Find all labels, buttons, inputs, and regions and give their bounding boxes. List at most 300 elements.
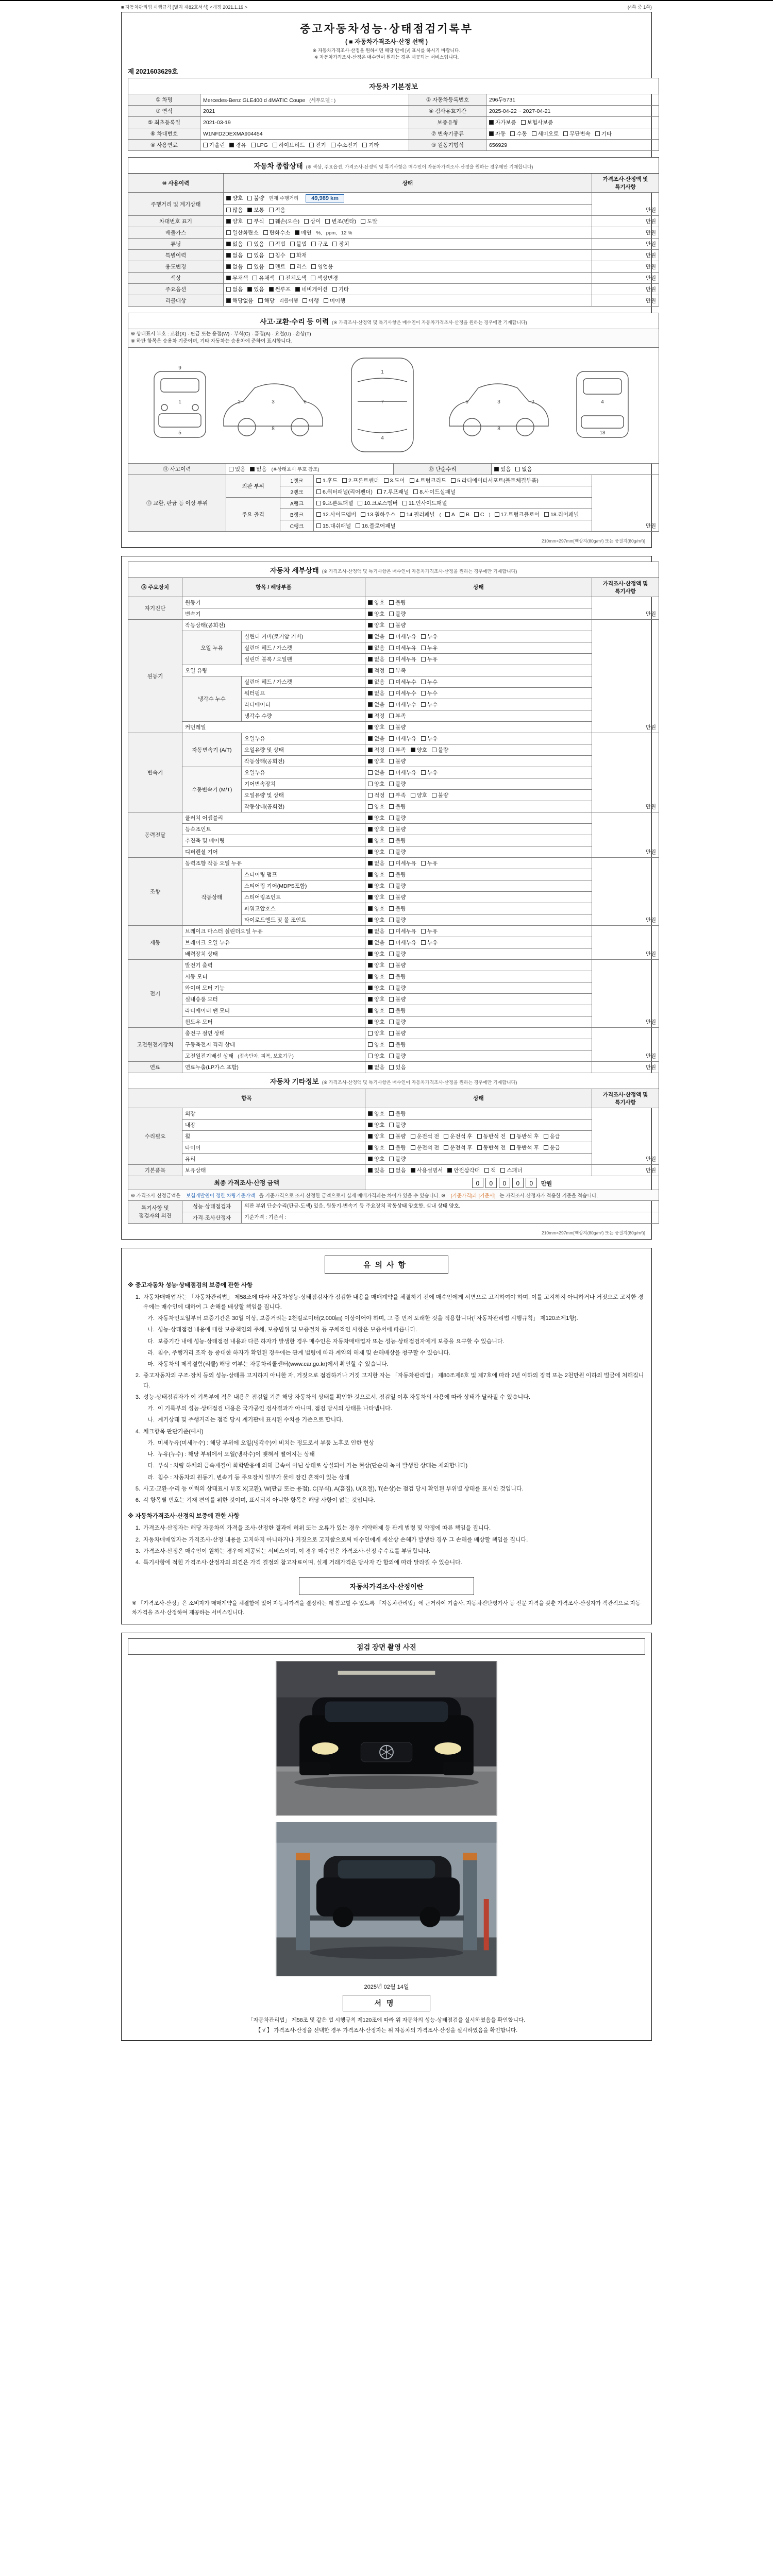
checkbox-unchecked[interactable]	[389, 1065, 394, 1070]
checkbox-unchecked[interactable]	[389, 714, 394, 718]
checkbox-option[interactable]	[368, 872, 384, 878]
checkbox-option[interactable]	[402, 500, 447, 506]
status-cell[interactable]	[365, 789, 592, 801]
checkbox-option[interactable]	[389, 951, 406, 957]
checkbox-unchecked[interactable]	[515, 467, 520, 471]
checkbox-checked[interactable]	[226, 276, 231, 280]
checkbox-unchecked[interactable]	[484, 1168, 489, 1173]
checkbox-unchecked[interactable]	[389, 895, 394, 900]
checkbox-checked[interactable]	[368, 929, 373, 934]
checkbox-checked[interactable]	[368, 748, 373, 752]
checkbox-unchecked[interactable]	[389, 1111, 394, 1116]
checkbox-option[interactable]	[290, 252, 307, 259]
status-cell[interactable]	[365, 631, 592, 642]
checkbox-unchecked[interactable]	[563, 131, 568, 136]
status-cell[interactable]	[365, 937, 592, 948]
checkbox-option[interactable]	[368, 883, 384, 889]
checkbox-option[interactable]	[361, 512, 395, 518]
checkbox-option[interactable]	[368, 928, 384, 935]
checkbox-option[interactable]	[389, 781, 406, 787]
checkbox-checked[interactable]	[368, 940, 373, 945]
checkbox-checked[interactable]	[368, 668, 373, 673]
checkbox-checked[interactable]	[368, 1123, 373, 1127]
checkbox-unchecked[interactable]	[368, 793, 373, 798]
checkbox-unchecked[interactable]	[279, 276, 284, 280]
checkbox-option[interactable]	[389, 1008, 406, 1014]
checkbox-option[interactable]	[389, 600, 406, 606]
checkbox-checked[interactable]	[489, 131, 494, 136]
checkbox-option[interactable]	[510, 131, 527, 137]
checkbox-option[interactable]	[421, 736, 438, 742]
checkbox-unchecked[interactable]	[389, 657, 394, 662]
checkbox-unchecked[interactable]	[444, 1134, 448, 1139]
status-cell[interactable]	[365, 778, 592, 789]
checkbox-option[interactable]	[368, 1133, 384, 1140]
status-cell[interactable]	[365, 869, 592, 880]
checkbox-option[interactable]	[368, 1156, 384, 1162]
checkbox-checked[interactable]	[368, 1134, 373, 1139]
status-cell[interactable]	[365, 959, 592, 971]
checkbox-unchecked[interactable]	[389, 838, 394, 843]
status-cell[interactable]	[365, 755, 592, 767]
status-cell[interactable]	[365, 914, 592, 925]
checkbox-option[interactable]	[389, 940, 416, 946]
checkbox-option[interactable]	[258, 298, 275, 304]
checkbox-option[interactable]	[368, 1167, 384, 1174]
checkbox-unchecked[interactable]	[290, 264, 295, 269]
checkbox-unchecked[interactable]	[251, 143, 256, 147]
checkbox-unchecked[interactable]	[389, 1145, 394, 1150]
checkbox-unchecked[interactable]	[325, 219, 330, 224]
checkbox-option[interactable]	[445, 512, 455, 518]
checkbox-option[interactable]	[389, 736, 416, 742]
checkbox-checked[interactable]	[368, 1111, 373, 1116]
checkbox-option[interactable]	[544, 1133, 560, 1140]
checkbox-option[interactable]	[368, 622, 384, 629]
checkbox-unchecked[interactable]	[389, 770, 394, 775]
status-cell[interactable]	[224, 227, 592, 239]
status-cell[interactable]	[365, 835, 592, 846]
checkbox-unchecked[interactable]	[253, 276, 257, 280]
checkbox-option[interactable]	[389, 1167, 406, 1174]
status-cell[interactable]	[365, 597, 592, 608]
checkbox-option[interactable]	[368, 996, 384, 1003]
checkbox-option[interactable]	[389, 1111, 406, 1117]
checkbox-option[interactable]	[316, 478, 338, 484]
status-cell[interactable]	[365, 823, 592, 835]
checkbox-option[interactable]	[377, 489, 409, 495]
checkbox-unchecked[interactable]	[316, 512, 321, 517]
checkbox-unchecked[interactable]	[368, 782, 373, 786]
checkbox-unchecked[interactable]	[477, 1134, 482, 1139]
checkbox-option[interactable]	[251, 142, 268, 148]
checkbox-unchecked[interactable]	[421, 929, 426, 934]
status-cell[interactable]	[365, 1061, 592, 1073]
checkbox-option[interactable]	[368, 781, 384, 787]
checkbox-option[interactable]	[389, 702, 416, 708]
checkbox-checked[interactable]	[269, 287, 274, 292]
checkbox-unchecked[interactable]	[389, 748, 394, 752]
checkbox-option[interactable]	[332, 241, 349, 247]
checkbox-checked[interactable]	[226, 253, 231, 258]
checkbox-unchecked[interactable]	[451, 478, 456, 483]
status-cell[interactable]	[365, 642, 592, 653]
checkbox-option[interactable]	[356, 523, 395, 529]
checkbox-option[interactable]	[389, 1030, 406, 1037]
checkbox-option[interactable]	[389, 1156, 406, 1162]
checkbox-option[interactable]	[544, 512, 579, 518]
checkbox-unchecked[interactable]	[389, 1042, 394, 1047]
checkbox-option[interactable]	[368, 1111, 384, 1117]
checkbox-option[interactable]	[368, 702, 384, 708]
checkbox-unchecked[interactable]	[421, 634, 426, 639]
checkbox-option[interactable]	[474, 512, 484, 518]
checkbox-unchecked[interactable]	[269, 242, 274, 246]
checkbox-option[interactable]	[368, 792, 384, 799]
checkbox-option[interactable]	[389, 1053, 406, 1059]
checkbox-unchecked[interactable]	[342, 478, 347, 483]
checkbox-option[interactable]	[432, 747, 448, 753]
warranty-type-options[interactable]	[486, 117, 659, 128]
checkbox-unchecked[interactable]	[389, 736, 394, 741]
checkbox-option[interactable]	[389, 860, 416, 867]
checkbox-unchecked[interactable]	[273, 143, 277, 147]
checkbox-option[interactable]	[331, 142, 358, 148]
checkbox-option[interactable]	[269, 241, 285, 247]
checkbox-unchecked[interactable]	[389, 804, 394, 809]
checkbox-option[interactable]	[447, 1167, 480, 1174]
checkbox-unchecked[interactable]	[389, 1168, 394, 1173]
checkbox-unchecked[interactable]	[309, 143, 314, 147]
checkbox-option[interactable]	[413, 489, 456, 495]
checkbox-unchecked[interactable]	[368, 1042, 373, 1047]
status-cell[interactable]	[365, 993, 592, 1005]
checkbox-checked[interactable]	[368, 1157, 373, 1161]
checkbox-unchecked[interactable]	[258, 298, 263, 303]
checkbox-checked[interactable]	[226, 264, 231, 269]
checkbox-option[interactable]	[368, 804, 384, 810]
checkbox-option[interactable]	[290, 241, 307, 247]
status-cell[interactable]	[226, 463, 394, 474]
checkbox-unchecked[interactable]	[402, 501, 407, 505]
checkbox-option[interactable]	[368, 690, 384, 697]
checkbox-checked[interactable]	[368, 974, 373, 979]
checkbox-option[interactable]	[389, 985, 406, 991]
checkbox-unchecked[interactable]	[421, 691, 426, 696]
checkbox-unchecked[interactable]	[389, 668, 394, 673]
checkbox-option[interactable]	[229, 142, 246, 148]
checkbox-option[interactable]	[389, 974, 406, 980]
checkbox-unchecked[interactable]	[389, 872, 394, 877]
checkbox-option[interactable]	[432, 792, 448, 799]
checkbox-unchecked[interactable]	[389, 680, 394, 684]
checkbox-option[interactable]	[368, 770, 384, 776]
checkbox-checked[interactable]	[368, 680, 373, 684]
checkbox-checked[interactable]	[368, 1020, 373, 1024]
checkbox-option[interactable]	[247, 195, 264, 201]
status-cell[interactable]	[224, 250, 592, 261]
checkbox-checked[interactable]	[368, 725, 373, 730]
checkbox-option[interactable]	[510, 1145, 539, 1151]
checkbox-unchecked[interactable]	[389, 816, 394, 820]
checkbox-unchecked[interactable]	[389, 646, 394, 650]
checkbox-checked[interactable]	[368, 850, 373, 854]
status-cell[interactable]	[365, 891, 592, 903]
checkbox-unchecked[interactable]	[269, 264, 274, 269]
checkbox-checked[interactable]	[368, 838, 373, 843]
checkbox-unchecked[interactable]	[384, 478, 389, 483]
checkbox-option[interactable]	[368, 1145, 384, 1151]
checkbox-unchecked[interactable]	[389, 884, 394, 888]
checkbox-option[interactable]	[510, 1133, 539, 1140]
checkbox-option[interactable]	[368, 826, 384, 833]
checkbox-option[interactable]	[226, 275, 248, 281]
checkbox-unchecked[interactable]	[290, 253, 295, 258]
status-cell[interactable]	[365, 982, 592, 993]
checkbox-unchecked[interactable]	[421, 702, 426, 707]
checkbox-option[interactable]	[203, 142, 225, 148]
checkbox-option[interactable]	[368, 1064, 384, 1071]
checkbox-unchecked[interactable]	[290, 242, 295, 246]
checkbox-unchecked[interactable]	[432, 748, 436, 752]
checkbox-option[interactable]	[368, 679, 384, 685]
checkbox-option[interactable]	[273, 142, 305, 148]
status-cell[interactable]	[365, 801, 592, 812]
checkbox-checked[interactable]	[368, 1145, 373, 1150]
checkbox-option[interactable]	[269, 286, 291, 293]
checkbox-unchecked[interactable]	[263, 230, 268, 235]
checkbox-option[interactable]	[368, 1030, 384, 1037]
checkbox-option[interactable]	[389, 894, 406, 901]
checkbox-option[interactable]	[389, 1042, 406, 1048]
checkbox-checked[interactable]	[411, 748, 415, 752]
checkbox-option[interactable]	[316, 523, 351, 529]
checkbox-checked[interactable]	[368, 986, 373, 990]
checkbox-unchecked[interactable]	[389, 986, 394, 990]
checkbox-unchecked[interactable]	[389, 827, 394, 832]
status-cell[interactable]	[365, 1119, 592, 1130]
checkbox-unchecked[interactable]	[247, 253, 252, 258]
checkbox-option[interactable]	[389, 770, 416, 776]
checkbox-unchecked[interactable]	[510, 1145, 515, 1150]
checkbox-unchecked[interactable]	[226, 208, 231, 212]
checkbox-unchecked[interactable]	[389, 600, 394, 605]
checkbox-option[interactable]	[515, 466, 532, 472]
checkbox-unchecked[interactable]	[521, 120, 526, 125]
checkbox-checked[interactable]	[368, 895, 373, 900]
checkbox-option[interactable]	[484, 1167, 496, 1174]
status-cell[interactable]	[224, 216, 592, 227]
checkbox-unchecked[interactable]	[368, 1054, 373, 1058]
checkbox-unchecked[interactable]	[477, 1145, 482, 1150]
checkbox-checked[interactable]	[226, 298, 231, 303]
checkbox-checked[interactable]	[368, 861, 373, 866]
status-cell[interactable]	[224, 193, 592, 205]
status-cell[interactable]	[314, 474, 592, 486]
checkbox-option[interactable]	[389, 634, 416, 640]
status-cell[interactable]	[365, 857, 592, 869]
checkbox-option[interactable]	[368, 713, 384, 719]
checkbox-option[interactable]	[368, 634, 384, 640]
checkbox-option[interactable]	[477, 1133, 506, 1140]
checkbox-option[interactable]	[477, 1145, 506, 1151]
checkbox-checked[interactable]	[368, 884, 373, 888]
checkbox-option[interactable]	[263, 230, 291, 236]
checkbox-unchecked[interactable]	[324, 298, 328, 303]
checkbox-unchecked[interactable]	[389, 1008, 394, 1013]
checkbox-option[interactable]	[368, 838, 384, 844]
status-cell[interactable]	[365, 608, 592, 619]
checkbox-unchecked[interactable]	[421, 646, 426, 650]
checkbox-checked[interactable]	[368, 952, 373, 956]
checkbox-unchecked[interactable]	[421, 657, 426, 662]
checkbox-option[interactable]	[389, 713, 406, 719]
checkbox-checked[interactable]	[368, 1065, 373, 1070]
checkbox-option[interactable]	[411, 1145, 440, 1151]
status-cell[interactable]	[365, 903, 592, 914]
status-cell[interactable]	[365, 1153, 592, 1164]
checkbox-checked[interactable]	[368, 906, 373, 911]
checkbox-option[interactable]	[421, 679, 438, 685]
checkbox-unchecked[interactable]	[368, 804, 373, 809]
checkbox-unchecked[interactable]	[445, 512, 450, 517]
status-cell[interactable]	[224, 273, 592, 284]
checkbox-unchecked[interactable]	[269, 208, 274, 212]
checkbox-option[interactable]	[368, 906, 384, 912]
checkbox-option[interactable]	[389, 758, 406, 765]
checkbox-option[interactable]	[563, 131, 591, 137]
checkbox-option[interactable]	[226, 230, 259, 236]
checkbox-unchecked[interactable]	[304, 219, 309, 224]
checkbox-option[interactable]	[532, 131, 559, 137]
checkbox-option[interactable]	[311, 264, 333, 270]
checkbox-checked[interactable]	[229, 143, 234, 147]
checkbox-unchecked[interactable]	[316, 501, 321, 505]
checkbox-option[interactable]	[325, 218, 356, 225]
status-cell[interactable]	[224, 284, 592, 295]
status-cell[interactable]	[224, 261, 592, 273]
checkbox-unchecked[interactable]	[432, 793, 436, 798]
checkbox-unchecked[interactable]	[311, 242, 316, 246]
status-cell[interactable]	[365, 1164, 592, 1176]
checkbox-option[interactable]	[368, 962, 384, 969]
checkbox-unchecked[interactable]	[389, 850, 394, 854]
checkbox-option[interactable]	[226, 264, 243, 270]
checkbox-option[interactable]	[247, 241, 264, 247]
checkbox-option[interactable]	[368, 611, 384, 617]
checkbox-unchecked[interactable]	[247, 196, 252, 200]
checkbox-unchecked[interactable]	[247, 242, 252, 246]
checkbox-option[interactable]	[368, 1008, 384, 1014]
checkbox-option[interactable]	[368, 736, 384, 742]
checkbox-unchecked[interactable]	[421, 736, 426, 741]
checkbox-unchecked[interactable]	[389, 782, 394, 786]
checkbox-checked[interactable]	[247, 208, 252, 212]
checkbox-unchecked[interactable]	[413, 489, 418, 494]
checkbox-option[interactable]	[311, 275, 338, 281]
checkbox-checked[interactable]	[295, 230, 299, 235]
checkbox-option[interactable]	[368, 724, 384, 731]
checkbox-unchecked[interactable]	[389, 918, 394, 922]
checkbox-checked[interactable]	[247, 287, 252, 292]
checkbox-option[interactable]	[389, 996, 406, 1003]
checkbox-unchecked[interactable]	[203, 143, 208, 147]
status-cell[interactable]	[365, 710, 592, 721]
checkbox-unchecked[interactable]	[474, 512, 479, 517]
checkbox-checked[interactable]	[226, 242, 231, 246]
checkbox-checked[interactable]	[368, 997, 373, 1002]
checkbox-unchecked[interactable]	[361, 219, 365, 224]
checkbox-option[interactable]	[290, 264, 307, 270]
status-cell[interactable]	[365, 1016, 592, 1027]
checkbox-option[interactable]	[389, 826, 406, 833]
checkbox-unchecked[interactable]	[389, 1031, 394, 1036]
checkbox-unchecked[interactable]	[389, 634, 394, 639]
checkbox-option[interactable]	[247, 207, 264, 213]
checkbox-option[interactable]	[421, 928, 438, 935]
checkbox-option[interactable]	[358, 500, 397, 506]
status-cell[interactable]	[365, 880, 592, 891]
checkbox-option[interactable]	[303, 298, 319, 304]
checkbox-option[interactable]	[494, 466, 511, 472]
checkbox-option[interactable]	[451, 478, 539, 484]
checkbox-unchecked[interactable]	[421, 940, 426, 945]
status-cell[interactable]	[365, 699, 592, 710]
status-cell[interactable]	[365, 1130, 592, 1142]
checkbox-option[interactable]	[389, 1145, 406, 1151]
checkbox-option[interactable]	[389, 883, 406, 889]
checkbox-checked[interactable]	[368, 1008, 373, 1013]
checkbox-option[interactable]	[389, 656, 416, 663]
checkbox-checked[interactable]	[250, 467, 255, 471]
checkbox-unchecked[interactable]	[247, 219, 252, 224]
checkbox-option[interactable]	[226, 298, 254, 304]
checkbox-option[interactable]	[332, 286, 349, 293]
checkbox-unchecked[interactable]	[544, 512, 549, 517]
checkbox-checked[interactable]	[489, 120, 494, 125]
checkbox-option[interactable]	[295, 286, 328, 293]
checkbox-unchecked[interactable]	[500, 1168, 505, 1173]
checkbox-unchecked[interactable]	[595, 131, 600, 136]
checkbox-unchecked[interactable]	[316, 523, 321, 528]
checkbox-option[interactable]	[595, 131, 612, 137]
checkbox-option[interactable]	[389, 962, 406, 969]
checkbox-checked[interactable]	[368, 657, 373, 662]
checkbox-option[interactable]	[411, 792, 427, 799]
checkbox-option[interactable]	[421, 634, 438, 640]
checkbox-option[interactable]	[316, 500, 353, 506]
checkbox-checked[interactable]	[368, 623, 373, 628]
checkbox-option[interactable]	[295, 230, 311, 236]
checkbox-checked[interactable]	[494, 467, 499, 471]
checkbox-checked[interactable]	[368, 1168, 373, 1173]
checkbox-unchecked[interactable]	[311, 264, 316, 269]
checkbox-unchecked[interactable]	[389, 940, 394, 945]
checkbox-option[interactable]	[389, 917, 406, 923]
checkbox-option[interactable]	[389, 679, 416, 685]
checkbox-checked[interactable]	[368, 759, 373, 764]
checkbox-option[interactable]	[368, 747, 384, 753]
status-cell[interactable]	[492, 463, 659, 474]
checkbox-option[interactable]	[324, 298, 345, 304]
checkbox-unchecked[interactable]	[303, 298, 307, 303]
checkbox-option[interactable]	[316, 512, 356, 518]
checkbox-unchecked[interactable]	[226, 230, 231, 235]
status-cell[interactable]	[365, 744, 592, 755]
checkbox-option[interactable]	[368, 645, 384, 651]
status-cell[interactable]	[224, 205, 592, 216]
checkbox-option[interactable]	[247, 286, 264, 293]
